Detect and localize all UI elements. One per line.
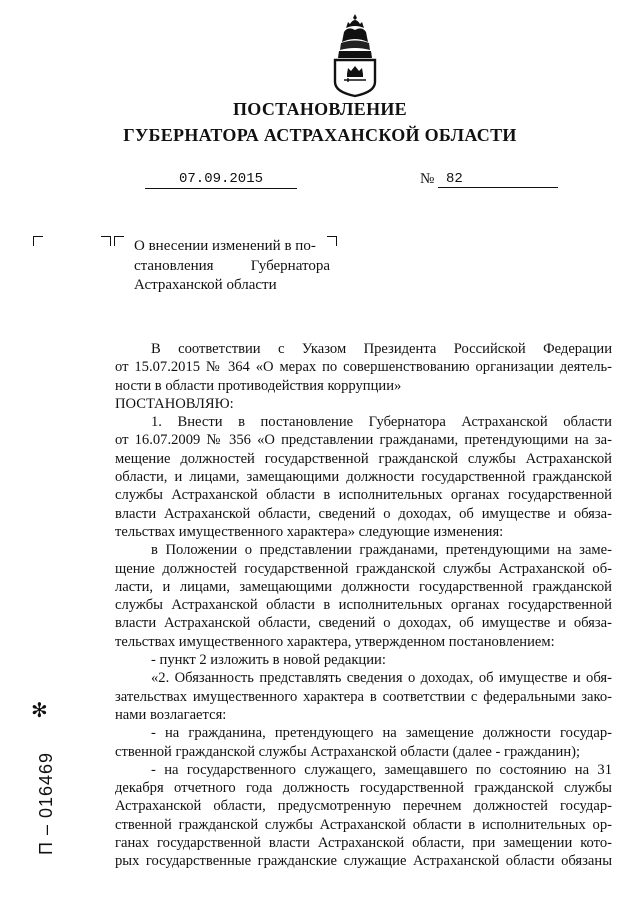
- body-line: В соответствии с Указом Президента Российской Федерации: [151, 341, 612, 357]
- body-line: Астраханской области, предусмотренную перечнем должностей государ-: [115, 798, 612, 815]
- body-line: в Положении о представлении гражданами, претендующими на заме-: [151, 542, 612, 559]
- body-line: службы Астраханской области в исполнительных органах государственной: [115, 487, 612, 504]
- serial-number: П – 016469: [36, 751, 56, 855]
- corner-mark-left: [33, 236, 43, 246]
- coat-of-arms-icon: [326, 12, 384, 98]
- body-line: ности в области противодействия коррупции»: [115, 377, 402, 394]
- body-line: от 16.07.2009 № 356 «О представлении гражданами, претендующими на за-: [115, 432, 612, 449]
- body-line: службы Астраханской области в исполнительных органах государственной: [115, 597, 612, 614]
- body-line: от 15.07.2015 № 364 «О мерах по совершенствованию организации деятель-: [115, 359, 612, 376]
- body-line: власти Астраханской области, сведений о доходах, об имуществе и обяза-: [115, 615, 612, 632]
- body-line: мещение должностей государственной гражданской службы Астраханской: [115, 450, 612, 467]
- body-line: тельствах имущественного характера, утвержденном постановлением:: [115, 633, 555, 650]
- subject-line: Астраханской области: [134, 277, 277, 293]
- body-line: «2. Обязанность представлять сведения о доходах, об имуществе и обя-: [151, 670, 612, 687]
- corner-mark-mid-right: [101, 236, 111, 246]
- number-sign: №: [420, 171, 435, 187]
- body-line: ственной гражданской службы Астраханской области (далее - гражданин);: [115, 743, 581, 760]
- body-line: 1. Внести в постановление Губернатора Астраханской области: [151, 414, 612, 431]
- document-number: 82: [438, 170, 558, 188]
- body-line: - на гражданина, претендующего на замещение должности государ-: [151, 725, 612, 742]
- body-line: - пункт 2 изложить в новой редакции:: [151, 652, 386, 669]
- body-line: зательствах имущественного характера в соответствии с федеральными зако-: [115, 688, 612, 705]
- issuer-title: ГУБЕРНАТОРА АСТРАХАНСКОЙ ОБЛАСТИ: [123, 125, 517, 145]
- document-subject: [134, 237, 330, 296]
- body-line: власти Астраханской области, сведений о доходах, об имуществе и обяза-: [115, 505, 612, 522]
- corner-mark-mid-left: [114, 236, 124, 246]
- body-line: ПОСТАНОВЛЯЮ:: [115, 395, 234, 412]
- body-line: ганах государственной власти Астраханской области, при замещении кото-: [115, 835, 612, 852]
- body-line: ласти, и лицами, замещающими должности государственной гражданской: [115, 578, 612, 595]
- body-line: рых государственные гражданские служащие Астраханской области обязаны: [115, 853, 612, 870]
- serial-number-block: [24, 705, 56, 865]
- subject-line: становления Губернатора: [134, 257, 330, 274]
- subject-line: О внесении изменений в по-: [134, 238, 316, 254]
- document-date: 07.09.2015: [145, 170, 297, 189]
- margin-mark: ✻: [31, 698, 48, 722]
- body-line: декабря отчетного года должность государственной гражданской службы: [115, 780, 612, 797]
- body-line: нами возлагается:: [115, 706, 227, 723]
- body-line: - на государственного служащего, замещавшего по состоянию на 31: [151, 761, 612, 778]
- document-body: [115, 340, 612, 871]
- body-line: области, и лицами, замещающими должности государственной гражданской: [115, 469, 612, 486]
- body-line: тельствах имущественного характера» следующие изменения:: [115, 523, 504, 540]
- body-line: ственной гражданской службы Астраханской области в исполнительных ор-: [115, 816, 612, 833]
- body-line: щение должностей государственной гражданской службы Астраханской об-: [115, 560, 612, 577]
- document-type-title: ПОСТАНОВЛЕНИЕ: [233, 99, 407, 119]
